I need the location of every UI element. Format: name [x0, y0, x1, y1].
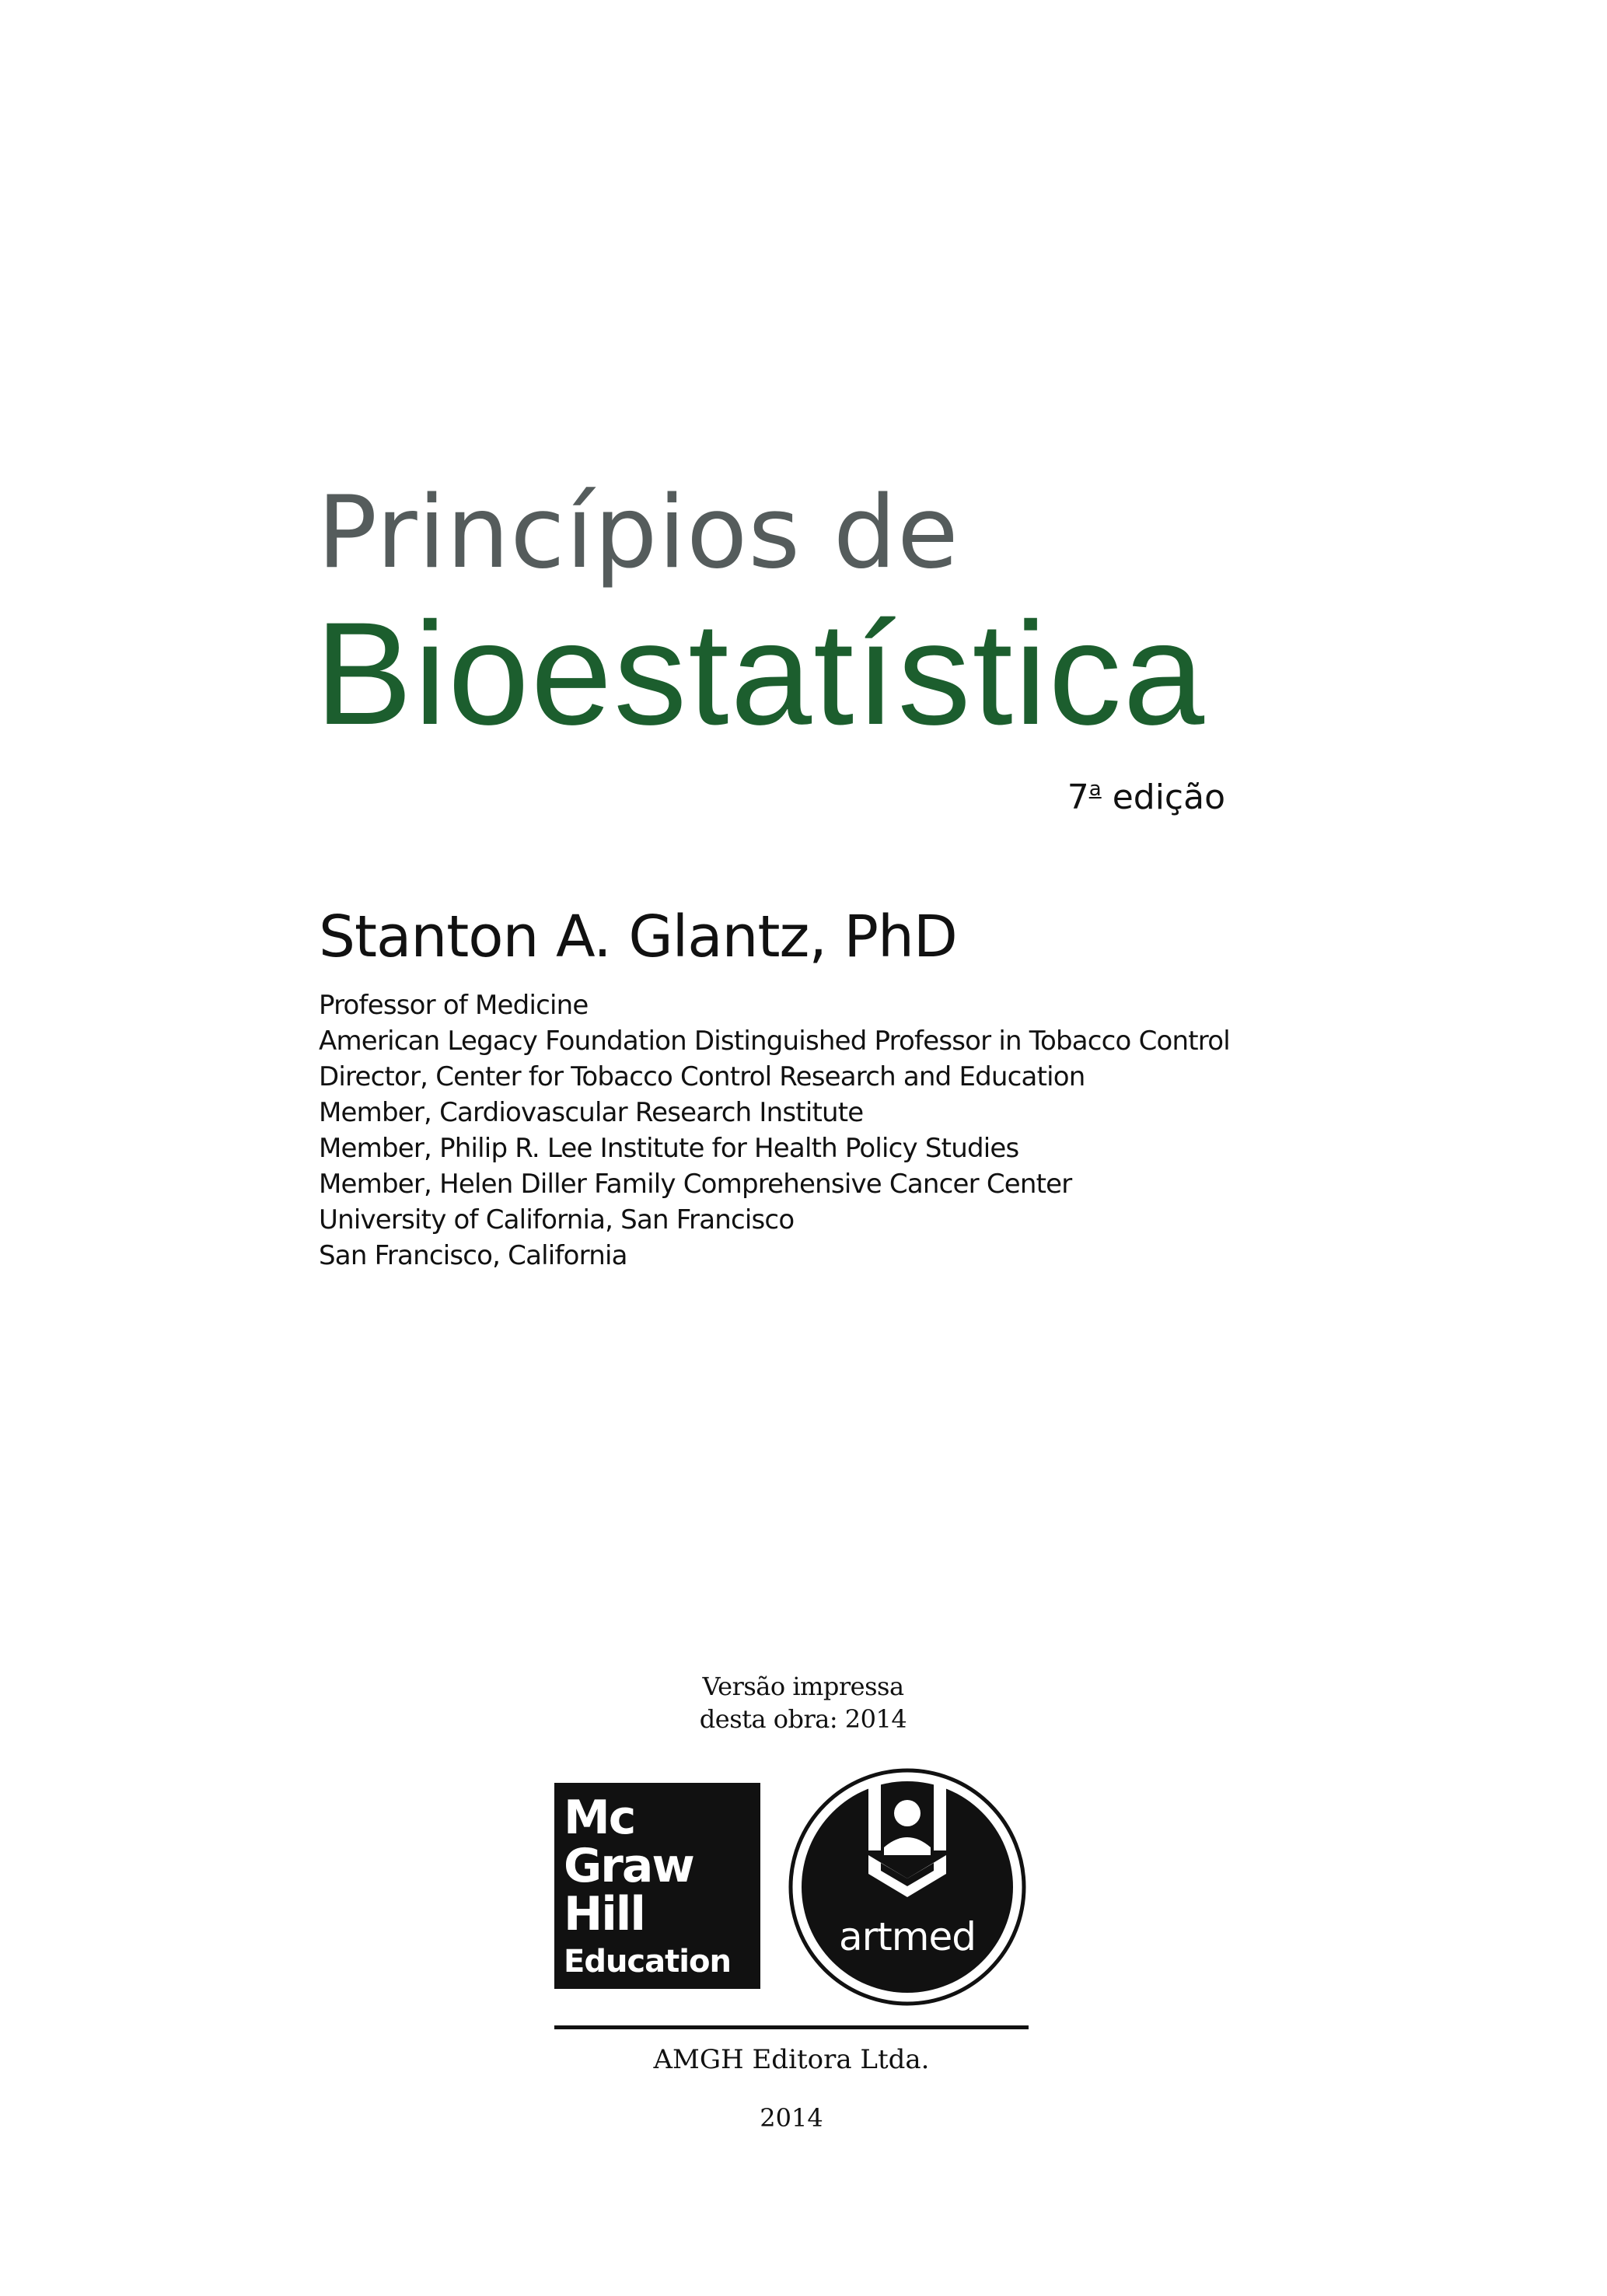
print-note-line-1: Versão impressa	[702, 1672, 904, 1701]
print-note-line-2: desta obra: 2014	[699, 1704, 907, 1734]
affiliation-item: Member, Cardiovascular Research Institute	[319, 1097, 864, 1128]
artmed-logo	[786, 1767, 1029, 2008]
edition-word: edição	[1112, 778, 1225, 817]
title-line-1: Princípios de	[317, 475, 959, 591]
publisher-name: AMGH Editora Ltda.	[653, 2044, 930, 2075]
edition-ordinal: a	[1088, 778, 1102, 801]
edition-number: 7	[1067, 778, 1089, 817]
affiliation-item: San Francisco, California	[319, 1240, 627, 1271]
artmed-wordmark: artmed	[838, 1914, 976, 1959]
edition-label	[1067, 778, 1225, 817]
logo-text-mc: Mc	[564, 1791, 635, 1845]
author-name: Stanton A. Glantz, PhD	[319, 903, 957, 970]
logo-text-education: Education	[564, 1944, 731, 1980]
affiliation-item: Professor of Medicine	[319, 990, 589, 1021]
affiliation-item: University of California, San Francisco	[319, 1204, 795, 1235]
print-version-note	[648, 1670, 959, 1735]
affiliation-item: American Legacy Foundation Distinguished Professor in Tobacco Control	[319, 1026, 1230, 1057]
logo-text-hill: Hill	[564, 1887, 645, 1941]
affiliation-item: Member, Helen Diller Family Comprehensive Cancer Center	[319, 1169, 1072, 1200]
title-line-2: Bioestatística	[315, 592, 1207, 755]
affiliation-item: Member, Philip R. Lee Institute for Health Policy Studies	[319, 1133, 1019, 1164]
affiliation-item: Director, Center for Tobacco Control Research and Education	[319, 1061, 1085, 1092]
mcgraw-hill-education-logo	[554, 1783, 760, 1989]
logo-text-graw: Graw	[564, 1839, 693, 1893]
publisher-divider	[554, 2025, 1029, 2029]
publication-year: 2014	[760, 2103, 823, 2133]
author-affiliations	[319, 987, 1230, 1274]
